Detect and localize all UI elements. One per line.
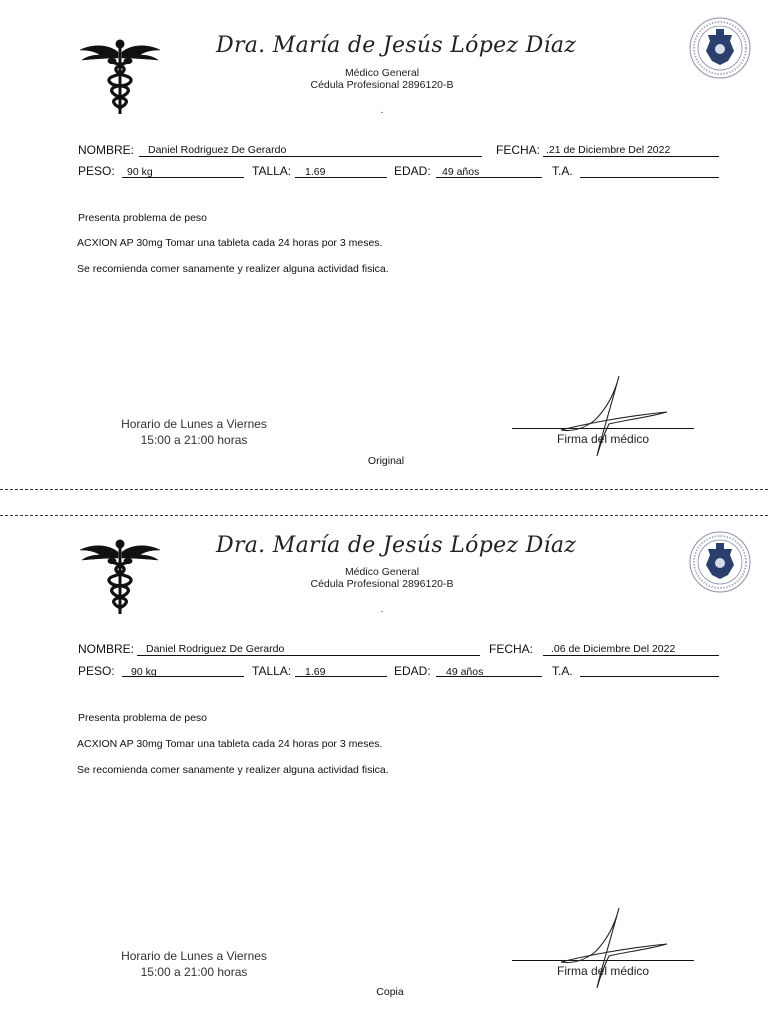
talla-value: 1.69 — [305, 666, 326, 678]
caduceus-icon — [78, 538, 162, 616]
recommendation-line: Se recomienda comer sanamente y realizer alguna actividad fisica. — [77, 263, 389, 275]
prescription-copy — [0, 500, 768, 1000]
nombre-value: Daniel Rodriguez De Gerardo — [146, 643, 285, 655]
schedule-days: Horario de Lunes a Viernes — [121, 949, 267, 963]
schedule-days: Horario de Lunes a Viernes — [121, 417, 267, 431]
diagnosis-line: Presenta problema de peso — [78, 712, 207, 724]
signature-caption: Firma del médico — [557, 432, 650, 446]
prescription-original — [0, 0, 768, 500]
talla-label: TALLA: — [252, 164, 292, 178]
fecha-label: FECHA: — [496, 143, 541, 157]
doctor-name: Dra. María de Jesús López Díaz — [216, 33, 577, 58]
recommendation-line: Se recomienda comer sanamente y realizer alguna actividad fisica. — [77, 764, 389, 776]
header-dot: . — [380, 603, 384, 615]
copy-label: Original — [367, 455, 405, 467]
ta-underline — [580, 676, 719, 677]
doctor-name: Dra. María de Jesús López Díaz — [216, 533, 577, 558]
nombre-underline — [137, 655, 480, 656]
edad-value: 49 años — [442, 166, 480, 178]
edad-value: 49 años — [446, 666, 484, 678]
cut-line-top — [0, 489, 768, 490]
diagnosis-line: Presenta problema de peso — [78, 212, 207, 224]
edad-label: EDAD: — [394, 664, 431, 678]
nombre-value: Daniel Rodriguez De Gerardo — [148, 144, 287, 156]
doctor-specialty: Médico General — [344, 67, 420, 79]
peso-label: PESO: — [78, 164, 115, 178]
schedule — [104, 416, 284, 448]
professional-license: Cédula Profesional 2896120-B — [310, 79, 454, 91]
caduceus-icon — [78, 38, 162, 116]
fecha-underline — [543, 655, 719, 656]
ta-underline — [580, 177, 719, 178]
nombre-label: NOMBRE: — [78, 143, 135, 157]
fecha-underline — [543, 156, 719, 157]
schedule-hours: 15:00 a 21:00 horas — [140, 965, 248, 979]
talla-label: TALLA: — [252, 664, 292, 678]
medication-line: ACXION AP 30mg Tomar una tableta cada 24 horas por 3 meses. — [77, 738, 383, 750]
university-seal-icon — [688, 17, 752, 79]
ta-label: T.A. — [552, 664, 573, 678]
medication-line: ACXION AP 30mg Tomar una tableta cada 24 horas por 3 meses. — [77, 237, 383, 249]
fecha-value: .21 de Diciembre Del 2022 — [546, 144, 671, 156]
copy-label: Copia — [376, 986, 404, 998]
fecha-label: FECHA: — [489, 642, 534, 656]
ta-label: T.A. — [552, 164, 573, 178]
signature-caption: Firma del médico — [557, 964, 650, 978]
professional-license: Cédula Profesional 2896120-B — [310, 578, 454, 590]
doctor-specialty: Médico General — [344, 566, 420, 578]
schedule-hours: 15:00 a 21:00 horas — [140, 433, 248, 447]
fecha-value: .06 de Diciembre Del 2022 — [551, 643, 676, 655]
peso-value: 90 kg — [131, 666, 157, 678]
talla-value: 1.69 — [305, 166, 326, 178]
header-dot: . — [380, 104, 384, 116]
nombre-underline — [139, 156, 482, 157]
peso-value: 90 kg — [127, 166, 153, 178]
nombre-label: NOMBRE: — [78, 642, 135, 656]
edad-label: EDAD: — [394, 164, 431, 178]
peso-label: PESO: — [78, 664, 115, 678]
university-seal-icon — [688, 531, 752, 593]
schedule — [104, 948, 284, 980]
